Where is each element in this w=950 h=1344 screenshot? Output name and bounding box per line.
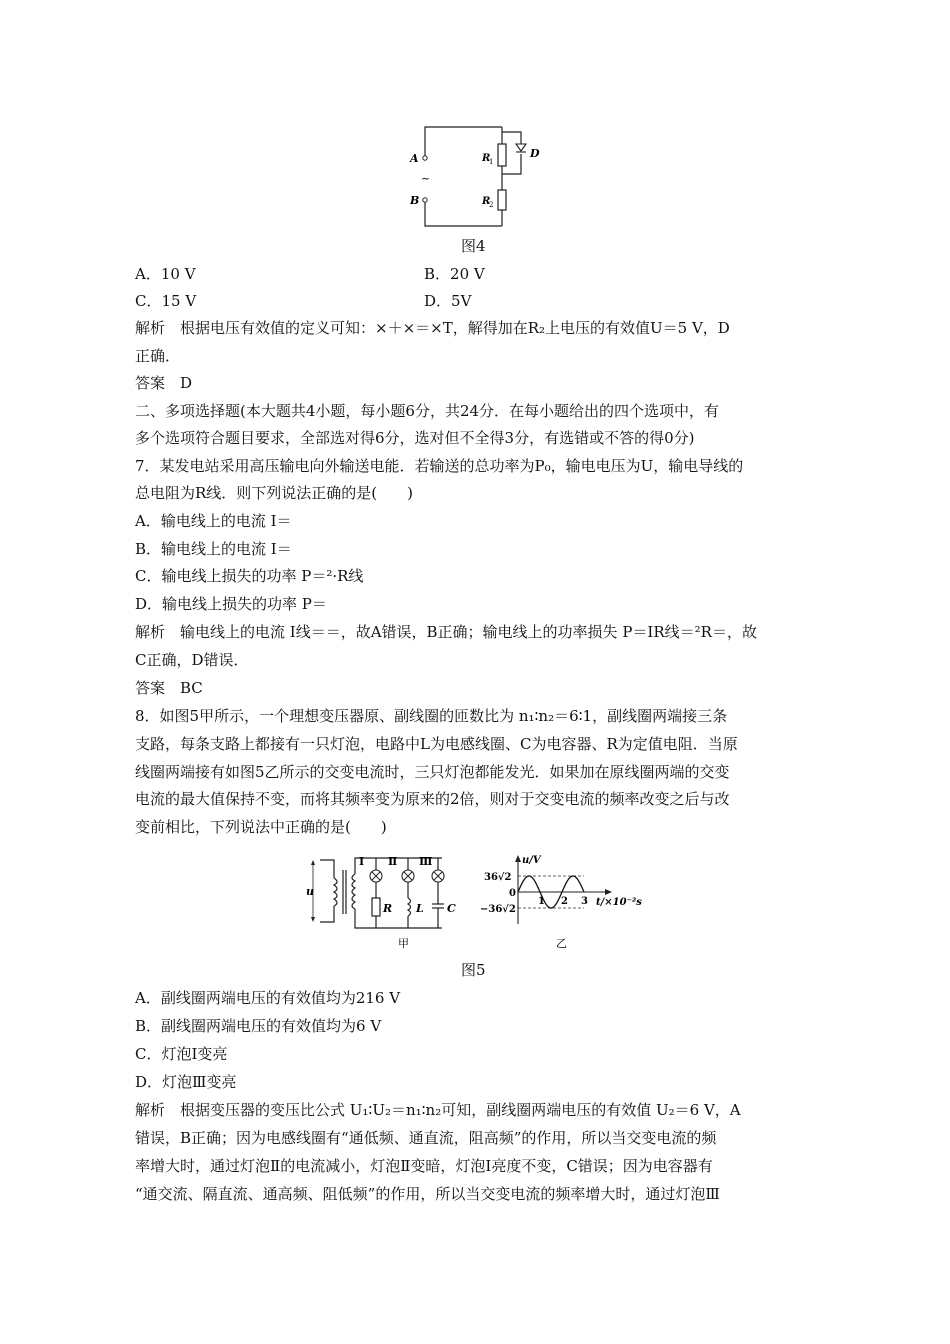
yi-y-min: −36√2 xyxy=(480,904,516,915)
yi-y-axis-label: u/V xyxy=(522,855,541,866)
q6-option-c: C．15 V xyxy=(135,292,197,310)
label-r1-sub: 1 xyxy=(489,158,494,166)
q7-option-c: C．输电线上损失的功率 P＝²·R线 xyxy=(135,567,364,585)
jia-label: 甲 xyxy=(398,937,409,950)
figure-5-caption: 图5 xyxy=(461,961,486,979)
q7-option-d: D．输电线上损失的功率 P＝ xyxy=(135,595,327,613)
q6-option-d: D．5V xyxy=(424,292,472,310)
q8-analysis-line-3: 率增大时，通过灯泡Ⅱ的电流减小，灯泡Ⅱ变暗，灯泡Ⅰ亮度不变，C错误；因为电容器有 xyxy=(135,1157,713,1175)
q8-option-c: C．灯泡Ⅰ变亮 xyxy=(135,1045,228,1063)
q6-analysis-line-2: 正确． xyxy=(135,347,181,365)
q7-stem-line-2: 总电阻为R线．则下列说法正确的是( ) xyxy=(135,484,413,502)
q8-option-d: D．灯泡Ⅲ变亮 xyxy=(135,1073,237,1091)
jia-label-u: u xyxy=(306,885,314,898)
label-a: A xyxy=(410,152,419,165)
label-d: D xyxy=(530,147,540,160)
yi-x-axis-label: t/×10⁻²s xyxy=(596,897,642,908)
q8-stem-line-2: 支路，每条支路上都接有一只灯泡，电路中L为电感线圈、C为电容器、R为定值电阻．当原 xyxy=(135,735,738,753)
yi-tick-3: 3 xyxy=(581,896,588,907)
jia-label-branch-3: Ⅲ xyxy=(419,855,433,868)
q7-analysis-line-2: C正确，D错误． xyxy=(135,651,249,669)
q8-analysis-line-1: 解析 根据变压器的变压比公式 U₁∶U₂＝n₁∶n₂可知，副线圈两端电压的有效值 U₂＝6 V，A xyxy=(135,1101,741,1119)
jia-label-branch-2: Ⅱ xyxy=(388,855,398,868)
figure-5-jia-circuit xyxy=(300,850,470,950)
q8-option-a: A．副线圈两端电压的有效值均为216 V xyxy=(135,989,401,1007)
yi-y-max: 36√2 xyxy=(484,872,512,883)
q6-analysis-line-1: 解析 根据电压有效值的定义可知：×＋×＝×T，解得加在R₂上电压的有效值U＝5 V，D xyxy=(135,319,730,337)
q7-option-a: A．输电线上的电流 I＝ xyxy=(135,512,292,530)
section-2-heading-line-2: 多个选项符合题目要求，全部选对得6分，选对但不全得3分，有选错或不答的得0分) xyxy=(135,429,695,447)
q7-stem-line-1: 7．某发电站采用高压输电向外输送电能．若输送的总功率为P₀，输电电压为U，输电导线的 xyxy=(135,457,744,475)
q7-option-b: B．输电线上的电流 I＝ xyxy=(135,540,292,558)
label-b: B xyxy=(410,194,420,207)
figure-4-circuit xyxy=(400,118,560,233)
figure-5-yi-graph xyxy=(478,852,648,948)
q7-answer: 答案 BC xyxy=(135,679,203,697)
figure-4-caption: 图4 xyxy=(461,237,486,255)
q8-analysis-line-4: “通交流、隔直流、通高频、阻低频”的作用，所以当交变电流的频率增大时，通过灯泡Ⅲ xyxy=(135,1185,720,1203)
q6-answer: 答案 D xyxy=(135,374,193,392)
label-r2-sub: 2 xyxy=(489,201,494,209)
label-r1: R xyxy=(482,153,491,164)
jia-label-c: C xyxy=(447,902,456,915)
q6-option-a: A．10 V xyxy=(135,265,196,283)
q8-analysis-line-2: 错误，B正确；因为电感线圈有“通低频、通直流，阻高频”的作用，所以当交变电流的频 xyxy=(135,1129,717,1147)
q8-stem-line-4: 电流的最大值保持不变，而将其频率变为原来的2倍，则对于交变电流的频率改变之后与改 xyxy=(135,790,730,808)
label-r2: R xyxy=(482,196,491,207)
label-tilde: ~ xyxy=(421,172,431,185)
q6-option-b: B．20 V xyxy=(424,265,485,283)
q8-stem-line-3: 线圈两端接有如图5乙所示的交变电流时，三只灯泡都能发光．如果加在原线圈两端的交变 xyxy=(135,763,730,781)
yi-tick-1: 1 xyxy=(538,896,545,907)
q8-option-b: B．副线圈两端电压的有效值均为6 V xyxy=(135,1017,382,1035)
yi-zero: 0 xyxy=(509,888,516,899)
section-2-heading-line-1: 二、多项选择题(本大题共4小题，每小题6分，共24分．在每小题给出的四个选项中，有 xyxy=(135,402,720,420)
jia-label-r: R xyxy=(383,902,393,915)
yi-label: 乙 xyxy=(556,937,567,948)
q8-stem-line-1: 8．如图5甲所示，一个理想变压器原、副线圈的匝数比为 n₁∶n₂＝6∶1，副线圈两端接三条 xyxy=(135,707,728,725)
jia-label-branch-1: Ⅰ xyxy=(359,855,365,868)
jia-label-l: L xyxy=(416,902,424,915)
q7-analysis-line-1: 解析 输电线上的电流 I线＝＝，故A错误，B正确；输电线上的功率损失 P＝IR线＝²R＝，故 xyxy=(135,623,757,641)
q8-stem-line-5: 变前相比，下列说法中正确的是( ) xyxy=(135,818,387,836)
yi-tick-2: 2 xyxy=(561,896,568,907)
